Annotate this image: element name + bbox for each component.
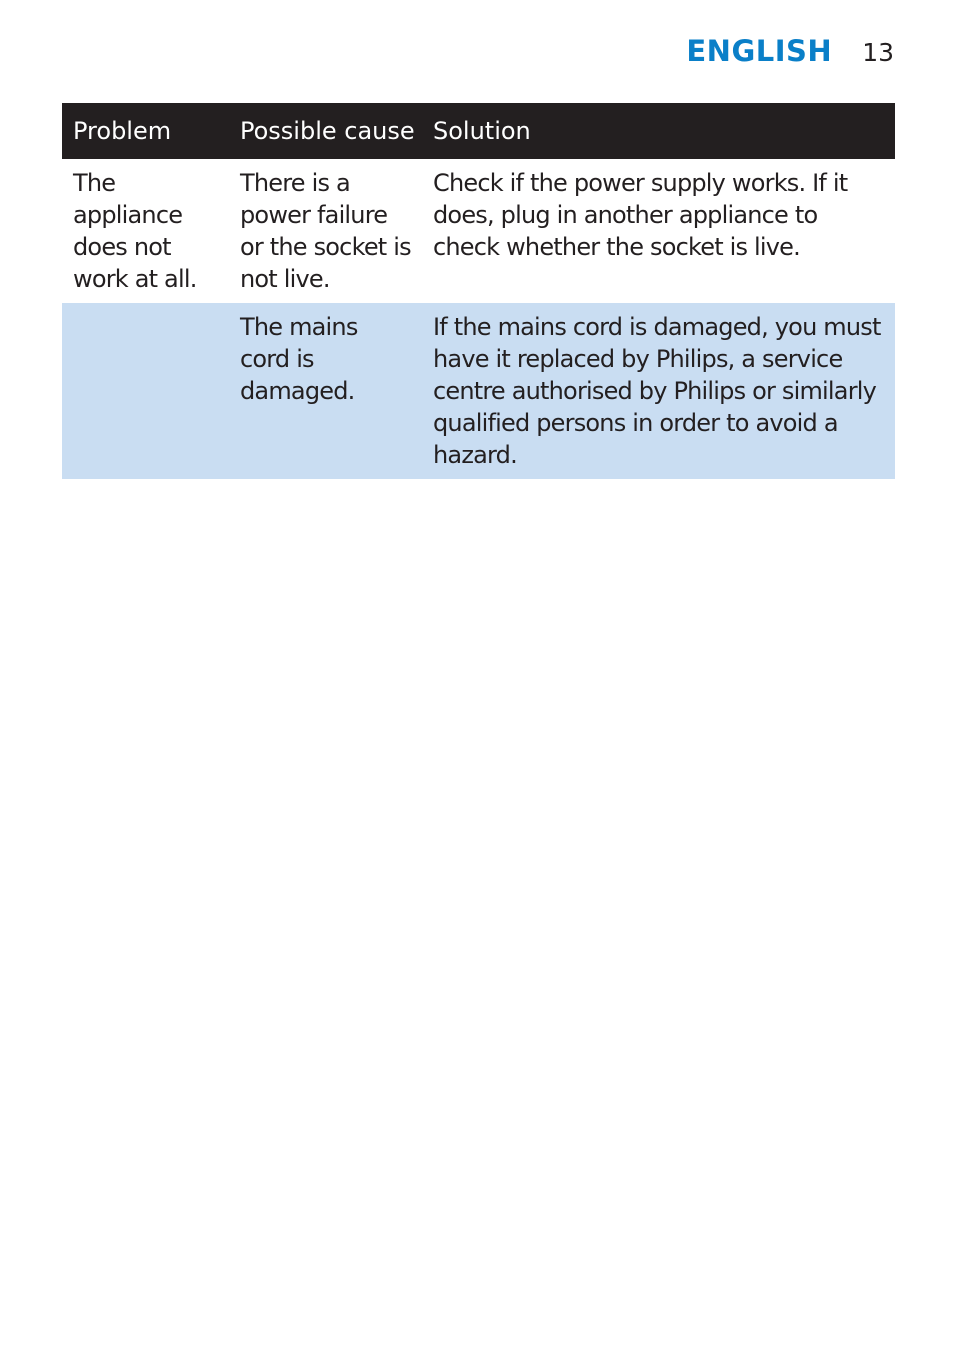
language-heading: ENGLISH: [686, 34, 833, 68]
page-number: 13: [862, 38, 894, 67]
column-header-solution: Solution: [433, 117, 531, 145]
cell-problem: The appliance does not work at all.: [73, 169, 197, 293]
page-header: [686, 34, 894, 68]
cell-cause: The mains cord is damaged.: [240, 313, 358, 405]
cell-cause: There is a power failure or the socket is not live.: [240, 169, 411, 293]
column-header-possible-cause: Possible cause: [240, 117, 415, 145]
table-header-row: [62, 103, 895, 159]
table-row: [62, 303, 895, 479]
cell-solution: If the mains cord is damaged, you must have it replaced by Philips, a service centre authorised by Philips or similarly qualified persons in order to avoid a hazard.: [433, 313, 881, 469]
cell-solution: Check if the power supply works. If it does, plug in another appliance to check whether the socket is live.: [433, 169, 848, 261]
troubleshooting-table: [62, 103, 895, 479]
cell-problem: [62, 303, 229, 479]
column-header-problem: Problem: [73, 117, 172, 145]
table-row: [62, 159, 895, 303]
